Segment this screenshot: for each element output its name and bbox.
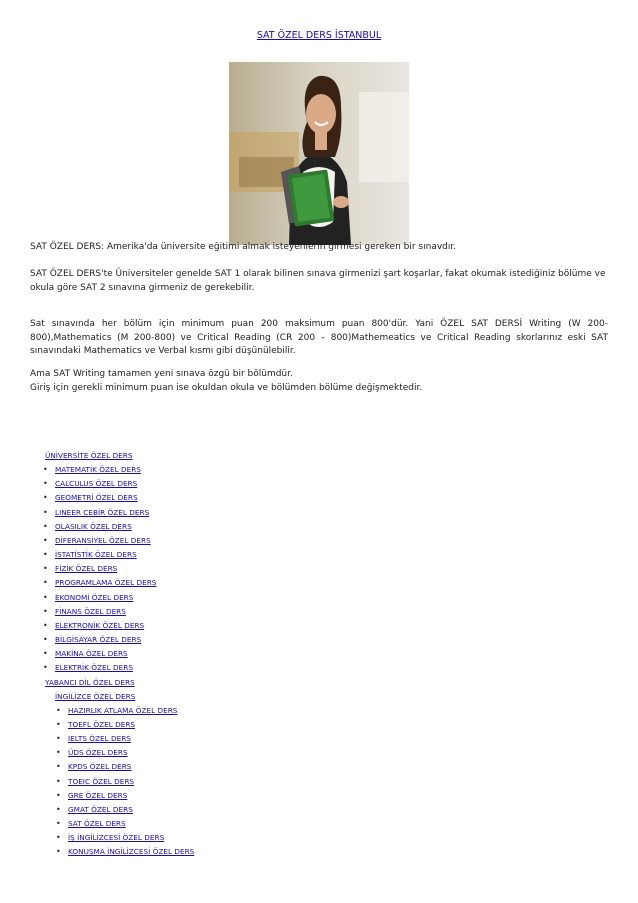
list-item[interactable] [30, 789, 590, 803]
list-item[interactable] [30, 732, 590, 746]
list-item[interactable] [30, 647, 590, 661]
list-item[interactable] [30, 718, 590, 732]
paragraph-universities: SAT ÖZEL DERS'te Üniversiteler genelde SAT 1 olarak bilinen sınava girmenizi şart koşarlar, fakat okumak istediğiniz bölüme ve okula göre SAT 2 sınavına girmeniz de gerekebilir. [30, 269, 606, 293]
university-list [30, 463, 590, 675]
list-item[interactable] [30, 605, 590, 619]
list-item[interactable] [30, 477, 590, 491]
link-kpds[interactable]: KPDS ÖZEL DERS [68, 762, 132, 772]
list-item[interactable] [30, 562, 590, 576]
link-uds[interactable]: ÜDS ÖZEL DERS [68, 748, 128, 758]
link-diferansiyel[interactable]: DİFERANSİYEL ÖZEL DERS [55, 535, 151, 545]
list-item[interactable] [30, 831, 590, 845]
link-elektronik[interactable]: ELEKTRONİK ÖZEL DERS [55, 620, 145, 630]
paragraph-writing-line2: Giriş için gerekli minimum puan ise okuldan okula ve bölümden bölüme değişmektedir. [30, 382, 423, 393]
link-istatistik[interactable]: İSTATİSTİK ÖZEL DERS [55, 550, 137, 560]
link-calculus[interactable]: CALCULUS ÖZEL DERS [55, 479, 138, 489]
list-item[interactable] [30, 548, 590, 562]
link-gre[interactable]: GRE ÖZEL DERS [68, 790, 128, 800]
link-gmat[interactable]: GMAT ÖZEL DERS [68, 804, 133, 814]
list-item[interactable] [30, 817, 590, 831]
page-title-link[interactable]: SAT ÖZEL DERS İSTANBUL [256, 30, 382, 41]
link-ingilizce-text[interactable]: İNGİLİZCE ÖZEL DERS [55, 691, 136, 701]
list-item[interactable] [30, 633, 590, 647]
link-geometri[interactable]: GEOMETRİ ÖZEL DERS [55, 493, 138, 503]
link-ielts[interactable]: IELTS ÖZEL DERS [68, 734, 131, 744]
link-matematik[interactable]: MATEMATİK ÖZEL DERS [55, 465, 141, 475]
student-photo [229, 62, 409, 245]
link-bilgisayar[interactable]: BİLGİSAYAR ÖZEL DERS [55, 635, 142, 645]
link-yabanci-dil-text[interactable]: YABANCI DİL ÖZEL DERS [45, 677, 135, 687]
student-photo-icon [229, 62, 409, 245]
list-item[interactable] [30, 534, 590, 548]
link-makina[interactable]: MAKİNA ÖZEL DERS [55, 649, 128, 659]
paragraph-writing [30, 368, 608, 395]
paragraph-intro: SAT ÖZEL DERS: Amerika'da üniversite eğitimi almak isteyenlerin girmesi gereken bir sınavdır. [30, 242, 457, 252]
paragraph-scores: Sat sınavında her bölüm için minimum puan 200 maksimum puan 800'dür. Yani ÖZEL SAT DERSİ Writing (W 200-800),Mathematics (M 200-800) ve Critical Reading (CR 200 – 800)Mathemeatics ve Critical Reading skorlarınız eski SAT sınavındaki Mathematics ve Verbal kısmı gibi düşünülebilir. [30, 319, 608, 356]
list-item[interactable] [30, 803, 590, 817]
english-list [30, 704, 590, 860]
link-yabanci-dil[interactable] [30, 676, 590, 690]
list-item[interactable] [30, 704, 590, 718]
link-ekonomi[interactable]: EKONOMİ ÖZEL DERS [55, 592, 134, 602]
link-programlama[interactable]: PROGRAMLAMA ÖZEL DERS [55, 578, 157, 588]
page-title[interactable] [0, 30, 638, 41]
course-links [30, 449, 590, 860]
link-konusma-ingilizcesi[interactable]: KONUŞMA İNGİLİZCESİ ÖZEL DERS [68, 847, 195, 857]
link-fizik[interactable]: FİZİK ÖZEL DERS [55, 564, 118, 574]
list-item[interactable] [30, 576, 590, 590]
list-item[interactable] [30, 760, 590, 774]
list-item[interactable] [30, 491, 590, 505]
link-elektrik[interactable]: ELEKTRİK ÖZEL DERS [55, 663, 133, 673]
list-item[interactable] [30, 591, 590, 605]
list-item[interactable] [30, 506, 590, 520]
link-sat[interactable]: SAT ÖZEL DERS [68, 819, 126, 829]
list-item[interactable] [30, 845, 590, 859]
list-item[interactable] [30, 661, 590, 675]
list-item[interactable] [30, 463, 590, 477]
link-universite[interactable] [30, 449, 590, 463]
link-hazirlik[interactable]: HAZIRLIK ATLAMA ÖZEL DERS [68, 705, 178, 715]
link-toefl[interactable]: TOEFL ÖZEL DERS [68, 719, 136, 729]
link-is-ingilizcesi[interactable]: İŞ İNGİLİZCESİ ÖZEL DERS [68, 833, 165, 843]
link-olasilik[interactable]: OLASILIK ÖZEL DERS [55, 521, 132, 531]
link-universite-text[interactable]: ÜNİVERSİTE ÖZEL DERS [45, 451, 133, 460]
list-item[interactable] [30, 775, 590, 789]
link-ingilizce[interactable] [30, 690, 590, 704]
link-lineer-cebir[interactable]: LINEER CEBİR ÖZEL DERS [55, 507, 150, 517]
link-finans[interactable]: FİNANS ÖZEL DERS [55, 606, 126, 616]
list-item[interactable] [30, 746, 590, 760]
link-toeic[interactable]: TOEIC ÖZEL DERS [68, 776, 135, 786]
list-item[interactable] [30, 520, 590, 534]
paragraph-writing-line1: Ama SAT Writing tamamen yeni sınava özgü bir bölümdür. [30, 369, 293, 379]
list-item[interactable] [30, 619, 590, 633]
